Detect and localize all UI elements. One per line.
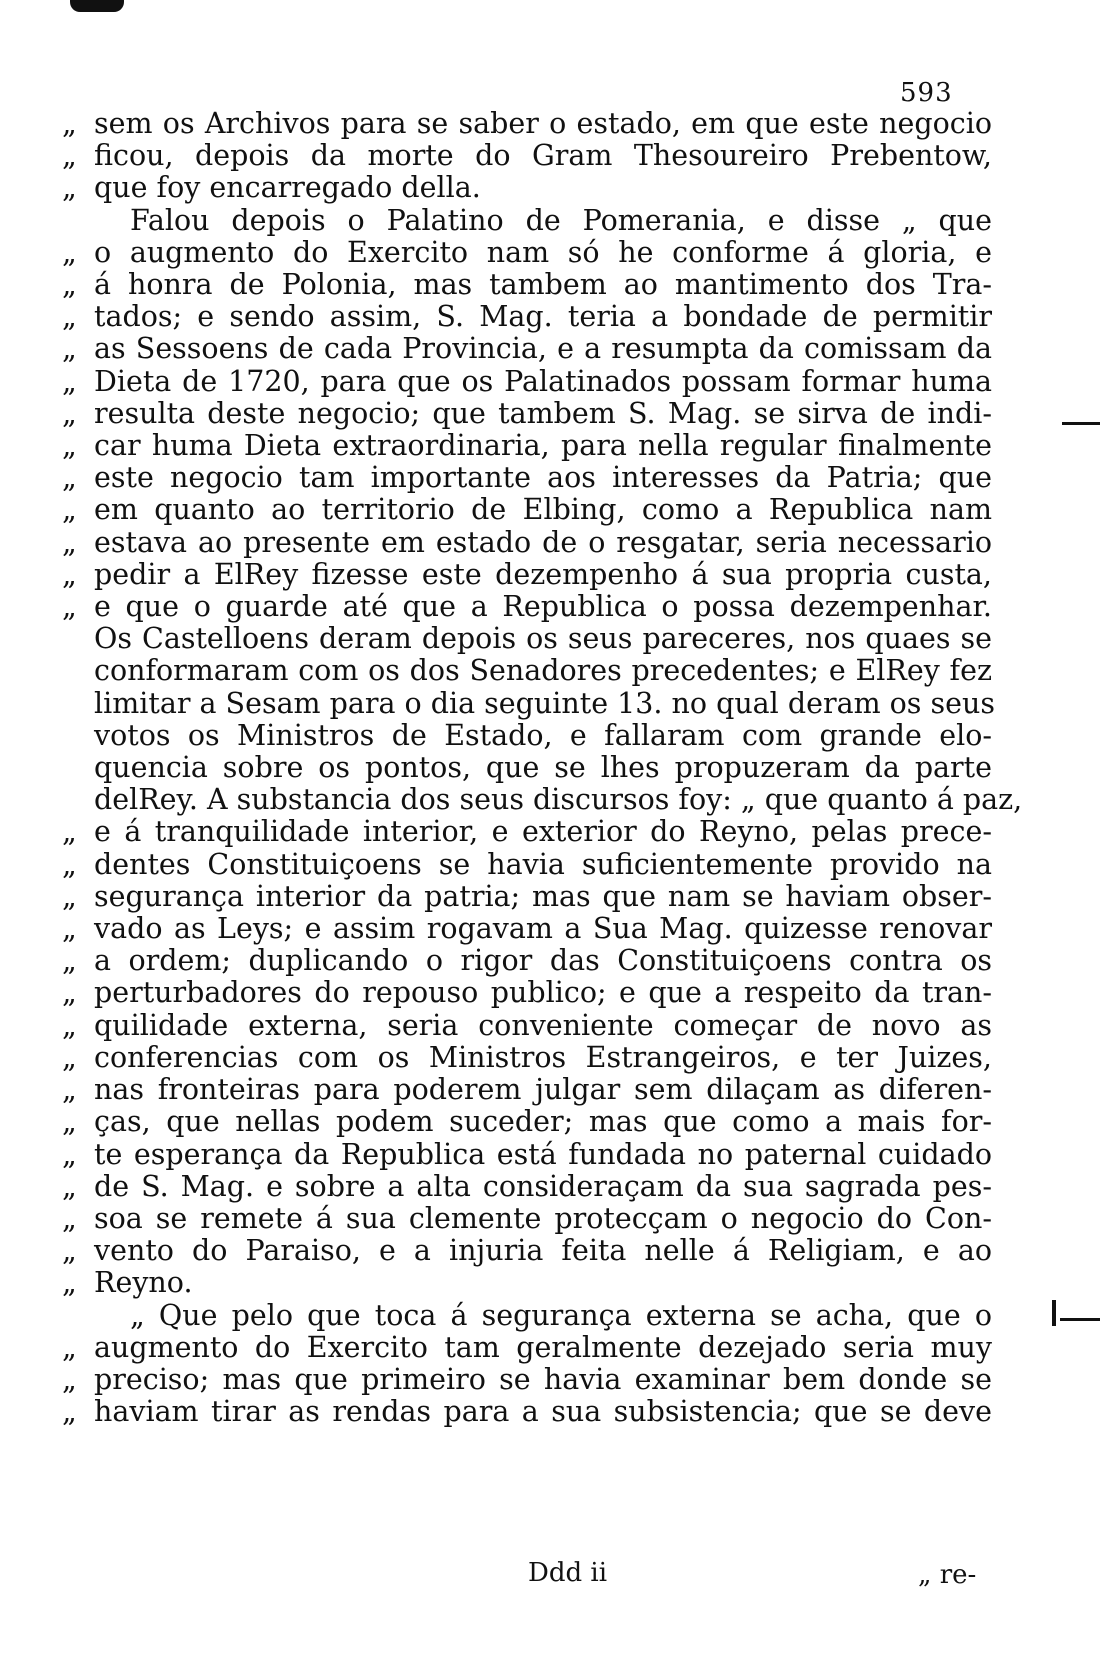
body-text — [62, 107, 1023, 1429]
line-text: conformaram com os dos Senadores precedentes; e ElRey fez — [94, 654, 992, 688]
text-line — [62, 1042, 992, 1074]
text-line — [62, 1106, 992, 1138]
line-text: „ Que pelo que toca á segurança externa se acha, que o — [130, 1298, 992, 1332]
line-text: resulta deste negocio; que tambem S. Mag. se sirva de indi- — [94, 396, 992, 430]
line-text: pedir a ElRey fizesse este dezempenho á sua propria custa, — [94, 557, 992, 591]
quote-mark: „ — [62, 171, 77, 205]
line-text: te esperança da Republica está fundada no paternal cuidado — [94, 1137, 992, 1171]
text-line — [62, 977, 992, 1009]
quote-mark: „ — [62, 268, 77, 302]
text-line — [62, 1332, 992, 1364]
quote-mark: „ — [62, 396, 77, 430]
text-line — [62, 140, 992, 172]
text-line — [62, 1396, 992, 1428]
quote-mark: „ — [62, 429, 77, 463]
text-line — [62, 591, 992, 623]
line-text: soa se remete á sua clemente protecçam o negocio do Con- — [94, 1201, 992, 1235]
line-text: vento do Paraiso, e a injuria feita nelle á Religiam, e ao — [94, 1234, 992, 1268]
line-text: Reyno. — [94, 1266, 193, 1300]
text-line — [62, 623, 992, 655]
text-line — [62, 1267, 992, 1299]
text-line — [62, 1074, 992, 1106]
line-text: o augmento do Exercito nam só he conforme á gloria, e — [94, 235, 992, 269]
text-line — [62, 655, 992, 687]
quote-mark: „ — [62, 364, 77, 398]
line-text: quencia sobre os pontos, que se lhes propuzeram da parte — [94, 751, 992, 785]
quote-mark: „ — [62, 1266, 77, 1300]
text-line — [62, 366, 992, 398]
text-line — [62, 1010, 992, 1042]
line-text: em quanto ao territorio de Elbing, como a Republica nam — [94, 493, 992, 527]
text-line — [62, 237, 992, 269]
quote-mark: „ — [62, 557, 77, 591]
margin-mark — [1052, 1300, 1056, 1326]
quote-mark: „ — [62, 1008, 77, 1042]
text-line — [62, 559, 992, 591]
quote-mark: „ — [62, 332, 77, 366]
quote-mark: „ — [62, 815, 77, 849]
line-text: este negocio tam importante aos interesses da Patria; que — [94, 461, 992, 495]
line-text: vado as Leys; e assim rogavam a Sua Mag. quizesse renovar — [94, 912, 992, 946]
line-text: segurança interior da patria; mas que nam se haviam obser- — [94, 879, 992, 913]
quote-mark: „ — [62, 976, 77, 1010]
page-number: 593 — [900, 78, 953, 108]
text-line — [62, 462, 992, 494]
catchword: „ re- — [918, 1560, 977, 1590]
text-line — [62, 398, 992, 430]
line-text: car huma Dieta extraordinaria, para nella regular finalmente — [94, 429, 992, 463]
text-line — [62, 1171, 992, 1203]
line-text: Dieta de 1720, para que os Palatinados possam formar huma — [94, 364, 992, 398]
line-text: estava ao presente em estado de o resgatar, seria necessario — [94, 525, 992, 559]
line-text: ficou, depois da morte do Gram Thesoureiro Prebentow, — [94, 139, 992, 173]
text-line — [62, 752, 992, 784]
line-text: Falou depois o Palatino de Pomerania, e disse „ que — [130, 203, 992, 237]
signature-mark: Ddd ii — [528, 1558, 608, 1588]
line-text: nas fronteiras para poderem julgar sem dilaçam as diferen- — [94, 1073, 992, 1107]
text-line — [62, 686, 995, 720]
quote-mark: „ — [62, 1201, 77, 1235]
text-line — [62, 720, 992, 752]
text-line — [62, 108, 992, 140]
text-line — [62, 301, 992, 333]
quote-mark: „ — [62, 1395, 77, 1429]
line-text: votos os Ministros de Estado, e fallaram com grande elo- — [94, 718, 992, 752]
quote-mark: „ — [62, 461, 77, 495]
line-text: as Sessoens de cada Provincia, e a resumpta da comissam da — [94, 332, 992, 366]
quote-mark: „ — [62, 1137, 77, 1171]
quote-mark: „ — [62, 493, 77, 527]
text-line — [62, 1203, 992, 1235]
line-text: augmento do Exercito tam geralmente dezejado seria muy — [94, 1330, 992, 1364]
line-text: a ordem; duplicando o rigor das Constituiçoens contra os — [94, 944, 992, 978]
text-line — [62, 494, 992, 526]
text-line — [62, 1235, 992, 1267]
ink-blot — [70, 0, 124, 12]
line-text: conferencias com os Ministros Estrangeiros, e ter Juizes, — [94, 1040, 992, 1074]
quote-mark: „ — [62, 1169, 77, 1203]
line-text: limitar a Sesam para o dia seguinte 13. no qual deram os seus — [94, 686, 995, 720]
line-text: perturbadores do repouso publico; e que a respeito da tran- — [94, 976, 992, 1010]
text-line — [62, 783, 1023, 817]
text-line — [62, 1300, 992, 1332]
text-line — [62, 333, 992, 365]
line-text: tados; e sendo assim, S. Mag. teria a bondade de permitir — [94, 300, 992, 334]
text-line — [62, 172, 992, 204]
line-text: preciso; mas que primeiro se havia examinar bem donde se — [94, 1362, 992, 1396]
quote-mark: „ — [62, 1234, 77, 1268]
line-text: de S. Mag. e sobre a alta consideraçam da sua sagrada pes- — [94, 1169, 992, 1203]
text-line — [62, 269, 992, 301]
quote-mark: „ — [62, 107, 77, 140]
line-text: á honra de Polonia, mas tambem ao mantimento dos Tra- — [94, 268, 992, 302]
quote-mark: „ — [62, 235, 77, 269]
line-text: ças, que nellas podem suceder; mas que como a mais for- — [94, 1105, 992, 1139]
margin-mark — [1062, 422, 1100, 425]
quote-mark: „ — [62, 1073, 77, 1107]
quote-mark: „ — [62, 1105, 77, 1139]
quote-mark: „ — [62, 847, 77, 881]
line-text: e á tranquilidade interior, e exterior do Reyno, pelas prece- — [94, 815, 992, 849]
quote-mark: „ — [62, 912, 77, 946]
line-text: que foy encarregado della. — [94, 171, 481, 205]
text-line — [62, 816, 992, 848]
line-text: delRey. A substancia dos seus discursos foy: „ que quanto á paz, — [94, 783, 1023, 817]
text-line — [62, 1364, 992, 1396]
line-text: sem os Archivos para se saber o estado, em que este negocio — [94, 107, 992, 140]
quote-mark: „ — [62, 879, 77, 913]
text-line — [62, 527, 992, 559]
quote-mark: „ — [62, 1330, 77, 1364]
quote-mark: „ — [62, 300, 77, 334]
text-line — [62, 913, 992, 945]
line-text: dentes Constituiçoens se havia suficientemente provido na — [94, 847, 992, 881]
text-line — [62, 205, 992, 237]
quote-mark: „ — [62, 1040, 77, 1074]
text-line — [62, 849, 992, 881]
line-text: e que o guarde até que a Republica o possa dezempenhar. — [94, 590, 992, 624]
quote-mark: „ — [62, 944, 77, 978]
text-line — [62, 1139, 992, 1171]
text-line — [62, 881, 992, 913]
line-text: Os Castelloens deram depois os seus pareceres, nos quaes se — [94, 622, 992, 656]
text-line — [62, 430, 992, 462]
margin-mark — [1060, 1318, 1100, 1321]
text-line — [62, 945, 992, 977]
line-text: quilidade externa, seria conveniente começar de novo as — [94, 1008, 992, 1042]
line-text: haviam tirar as rendas para a sua subsistencia; que se deve — [94, 1395, 992, 1429]
quote-mark: „ — [62, 590, 77, 624]
quote-mark: „ — [62, 1362, 77, 1396]
quote-mark: „ — [62, 525, 77, 559]
quote-mark: „ — [62, 139, 77, 173]
